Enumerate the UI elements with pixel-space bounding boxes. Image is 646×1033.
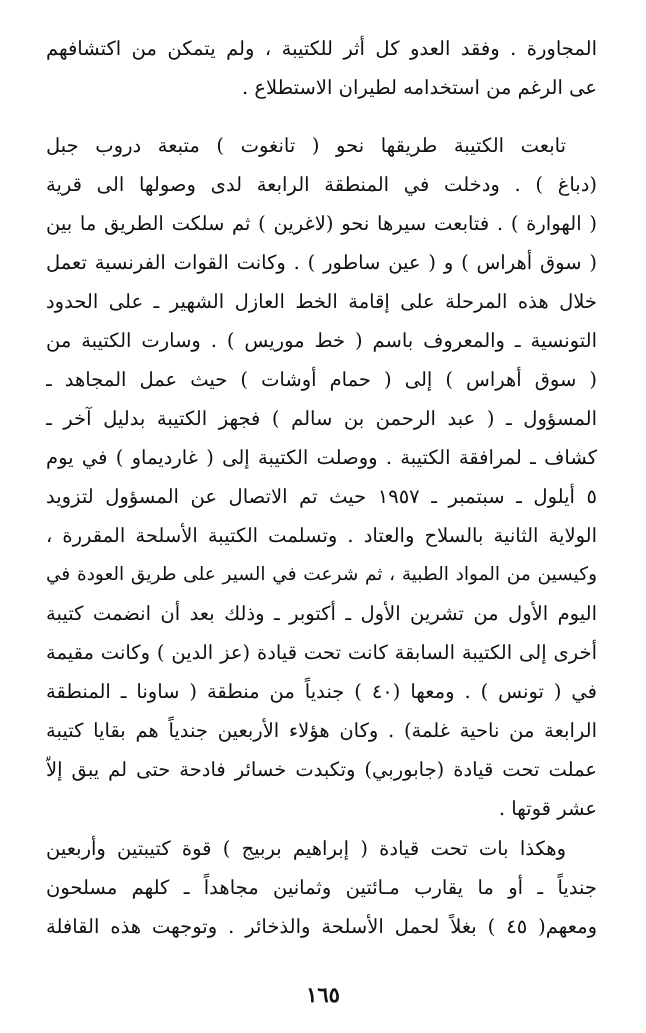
text-line: وهكذا بات تحت قيادة ( إبراهيم بربيج ) قوة كتيبتين وأربعين: [46, 837, 566, 860]
text-line: اليوم الأول من تشرين الأول ـ أكتوبر ـ وذلك بعد أن انضمت كتيبة: [46, 602, 597, 625]
text-line: ( سوق أهراس ) إلى ( حمام أوشات ) حيث عمل المجاهد ـ: [46, 368, 597, 391]
text-line: المجاورة . وفقد العدو كل أثر للكتيبة ، ولم يتمكن من اكتشافهم: [46, 37, 597, 60]
text-line: عى الرغم من استخدامه لطيران الاستطلاع .: [242, 76, 597, 99]
text-line: (دباغ ) . ودخلت في المنطقة الرابعة لدى وصولها الى قرية: [46, 173, 597, 196]
text-line: ومعهم( ٤٥ ) بغلاً لحمل الأسلحة والذخائر . وتوجهت هذه القافلة: [46, 915, 597, 938]
text-line: خلال هذه المرحلة على إقامة الخط العازل الشهير ـ على الحدود: [46, 290, 597, 313]
text-line: عملت تحت قيادة (جابوربي) وتكبدت خسائر فادحة حتى لم يبق إلاّ: [46, 758, 597, 781]
text-line: تابعت الكتيبة طريقها نحو ( تانغوت ) متبعة دروب جبل: [46, 134, 566, 157]
text-line: ٥ أيلول ـ سبتمبر ـ ١٩٥٧ حيث تم الاتصال عن المسؤول لتزويد: [46, 485, 597, 508]
text-line: في ( تونس ) . ومعها (٤٠ ) جندياً من منطقة ( ساونا ـ المنطقة: [46, 680, 597, 703]
text-line: كشاف ـ لمرافقة الكتيبة . ووصلت الكتيبة إلى ( غارديماو ) في يوم: [46, 446, 597, 469]
page-number: ١٦٥: [306, 982, 340, 1007]
text-line: الولاية الثانية بالسلاح والعتاد . وتسلمت الكتيبة الأسلحة المقررة ،: [46, 524, 597, 547]
text-line: ( سوق أهراس ) و ( عين ساطور ) . وكانت القوات الفرنسية تعمل: [46, 251, 597, 274]
text-line: ( الهوارة ) . فتابعت سيرها نحو (لاغرين ) ثم سلكت الطريق ما بين: [46, 212, 597, 235]
text-line: وكيسين من المواد الطبية ، ثم شرعت في السير على طريق العودة في: [46, 564, 597, 585]
text-line: التونسية ـ والمعروف باسم ( خط موريس ) . وسارت الكتيبة من: [46, 329, 597, 352]
text-line: الرابعة من ناحية غلمة) . وكان هؤلاء الأربعين جندياً هم بقايا كتيبة: [46, 719, 597, 742]
text-line: جندياً ـ أو ما يقارب مـائتين وثمانين مجاهداً ـ كلهم مسلحون: [46, 876, 597, 899]
text-line: المسؤول ـ ( عبد الرحمن بن سالم ) فجهز الكتيبة بدليل آخر ـ: [46, 407, 597, 430]
text-line: عشر قوتها .: [498, 797, 597, 820]
text-line: أخرى إلى الكتيبة السابقة كانت تحت قيادة (عز الدين ) وكانت مقيمة: [46, 641, 597, 664]
